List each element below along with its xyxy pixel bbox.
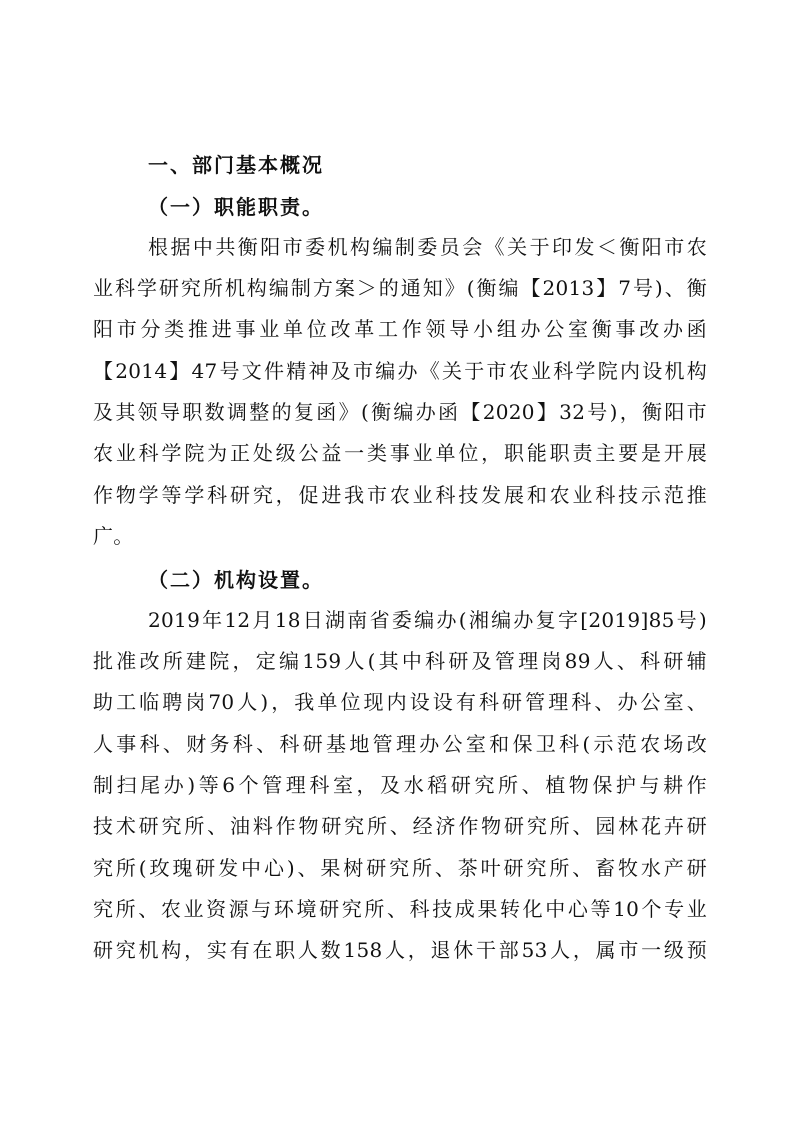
subheading-functions: （一）职能职责。: [148, 195, 324, 219]
paragraph-line: 究所、农业资源与环境研究所、科技成果转化中心等10个专业: [93, 897, 707, 921]
paragraph-line: 究所(玫瑰研发中心)、果树研究所、茶叶研究所、畜牧水产研: [93, 856, 707, 880]
paragraph-line: 批准改所建院，定编159人(其中科研及管理岗89人、科研辅: [93, 649, 707, 673]
section-heading-basic-overview: 一、部门基本概况: [148, 153, 324, 177]
paragraph-line: 人事科、财务科、科研基地管理办公室和保卫科(示范农场改: [93, 732, 707, 756]
paragraph-line: 农业科学院为正处级公益一类事业单位，职能职责主要是开展: [93, 441, 707, 465]
paragraph-line: 技术研究所、油料作物研究所、经济作物研究所、园林花卉研: [93, 814, 707, 838]
paragraph-line: 阳市分类推进事业单位改革工作领导小组办公室衡事改办函: [93, 317, 707, 341]
paragraph-line: 助工临聘岗70人)，我单位现内设设有科研管理科、办公室、: [93, 690, 707, 714]
paragraph-line: 业科学研究所机构编制方案＞的通知》(衡编【2013】7号)、衡: [93, 276, 707, 300]
paragraph-line: 制扫尾办)等6个管理科室，及水稻研究所、植物保护与耕作: [93, 773, 707, 797]
paragraph-line: 作物学等学科研究，促进我市农业科技发展和农业科技示范推: [93, 483, 707, 507]
paragraph-line: 及其领导职数调整的复函》(衡编办函【2020】32号)，衡阳市: [93, 400, 707, 424]
paragraph-line: 2019年12月18日湖南省委编办(湘编办复字[2019]85号): [148, 608, 707, 632]
paragraph-line: 广。: [93, 524, 134, 548]
paragraph-line: 【2014】47号文件精神及市编办《关于市农业科学院内设机构: [93, 359, 707, 383]
paragraph-line: 根据中共衡阳市委机构编制委员会《关于印发＜衡阳市农: [148, 235, 707, 259]
paragraph-line: 研究机构，实有在职人数158人，退休干部53人，属市一级预: [93, 938, 707, 962]
subheading-organization: （二）机构设置。: [148, 568, 324, 592]
